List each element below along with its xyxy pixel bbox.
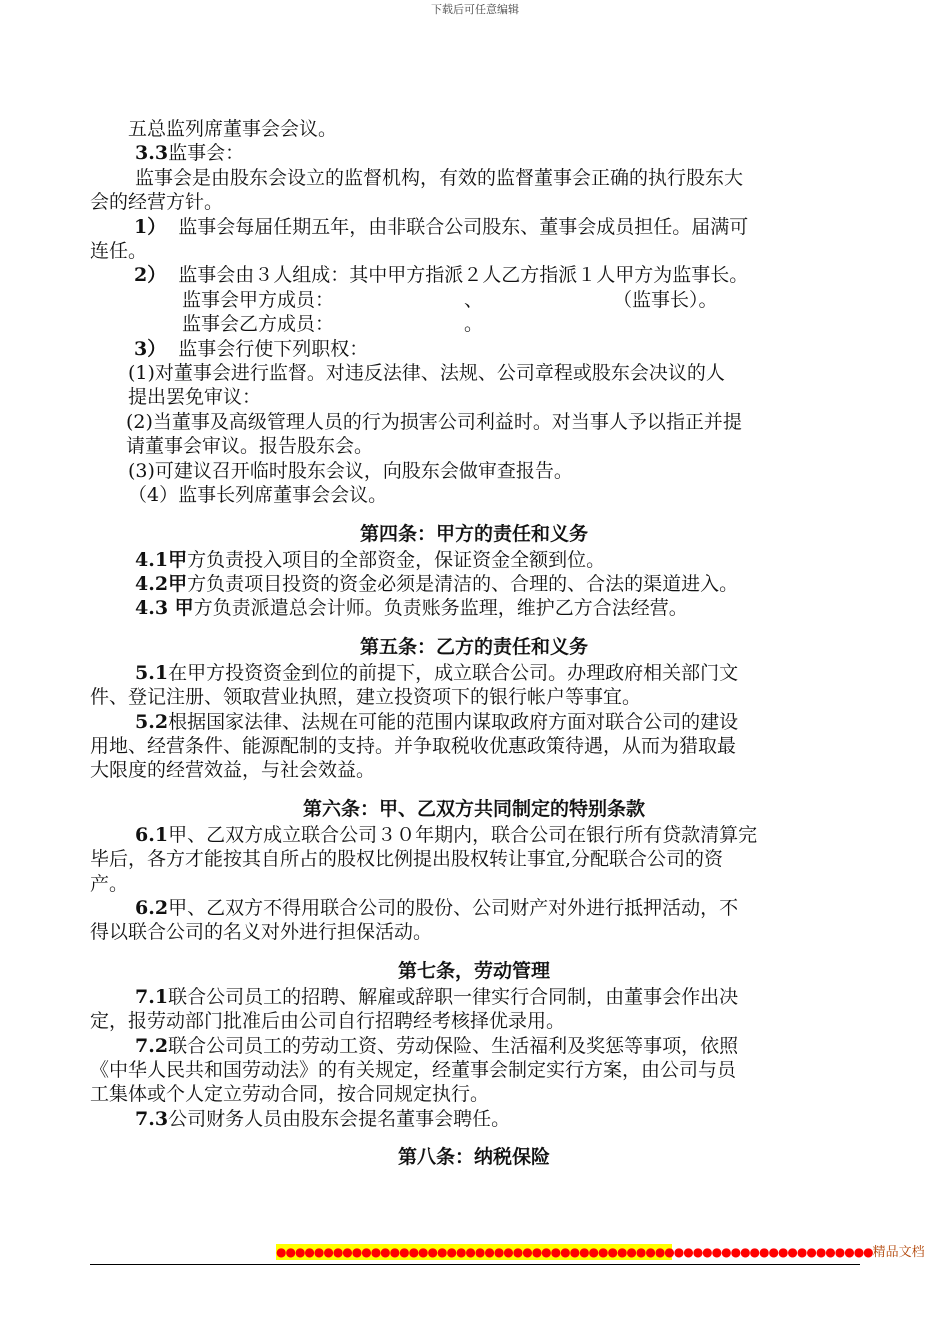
- list-item: （4）监事长列席董事会会议。: [128, 484, 388, 507]
- list-item: 1） 监事会每届任期五年，由非联合公司股东、董事会成员担任。届满可: [134, 215, 749, 238]
- footer-divider: [90, 1264, 860, 1265]
- paragraph: 产。: [90, 872, 129, 895]
- clause: 6.1甲、乙双方成立联合公司３０年期内，联合公司在银行所有贷款清算完: [135, 823, 758, 846]
- list-item: (1)对董事会进行监督。对违反法律、法规、公司章程或股东会决议的人: [128, 362, 725, 385]
- clause: 4.1甲方负责投入项目的全部资金，保证资金全额到位。: [135, 548, 606, 571]
- section-title: 第四条：甲方的责任和义务: [359, 522, 588, 545]
- section-title: 第七条，劳动管理: [397, 959, 550, 982]
- paragraph: 毕后，各方才能按其自所占的股权比例提出股权转让事宜,分配联合公司的资: [90, 848, 724, 871]
- paragraph: 五总监列席董事会会议。: [128, 118, 338, 140]
- paragraph: 会的经营方针。: [90, 191, 224, 214]
- paragraph: 件、登记注册、领取营业执照，建立投资项下的银行帐户等事宜。: [90, 686, 642, 709]
- footer-banner: [276, 1244, 925, 1260]
- footer-label: 精品文档: [872, 1245, 925, 1260]
- list-item: 2） 监事会由３人组成：其中甲方指派２人乙方指派１人甲方为监事长。: [134, 264, 749, 287]
- clause: 6.2甲、乙双方不得用联合公司的股份、公司财产对外进行抵押活动，不: [135, 896, 739, 919]
- list-item: (2)当董事及高级管理人员的行为损害公司利益时。对当事人予以指正并提: [126, 410, 742, 433]
- clause: 7.2联合公司员工的劳动工资、劳动保险、生活福利及奖惩等事项，依照: [135, 1034, 739, 1057]
- paragraph: 监事会是由股东会设立的监督机构，有效的监督董事会正确的执行股东大: [135, 166, 744, 189]
- section-title: 第六条：甲、乙双方共同制定的特别条款: [302, 797, 645, 820]
- clause: 7.1联合公司员工的招聘、解雇或辞职一律实行合同制，由董事会作出决: [135, 985, 739, 1008]
- paragraph: 《中华人民共和国劳动法》的有关规定，经董事会制定实行方案，由公司与员: [90, 1059, 737, 1081]
- paragraph: 监事会乙方成员： 。: [182, 313, 484, 336]
- paragraph: 请董事会审议。报告股东会。: [126, 435, 374, 458]
- clause: 5.2根据国家法律、法规在可能的范围内谋取政府方面对联合公司的建设: [135, 710, 739, 733]
- paragraph: 得以联合公司的名义对外进行担保活动。: [90, 921, 433, 944]
- section-heading-3-3: 3.3监事会：: [135, 142, 245, 165]
- paragraph: 用地、经营条件、能源配制的支持。并争取税收优惠政策待遇，从而为猎取最: [90, 734, 737, 757]
- list-item: 3） 监事会行使下列职权：: [134, 337, 369, 360]
- paragraph: 定，报劳动部门批准后由公司自行招聘经考核择优录用。: [90, 1010, 566, 1033]
- footer-dots: ●●●●●●●●●●●●●●●●●●●●●●●●●●●●●●●●●●●●●●●●●●●●●●●●●●●●●●●●●●●●●●●: [276, 1245, 873, 1259]
- list-item: (3)可建议召开临时股东会议，向股东会做审查报告。: [128, 459, 573, 482]
- clause: 5.1在甲方投资资金到位的前提下，成立联合公司。办理政府相关部门文: [135, 661, 739, 684]
- paragraph: 大限度的经营效益，与社会效益。: [90, 759, 376, 782]
- paragraph: 提出罢免审议：: [128, 386, 262, 409]
- section-title: 第八条：纳税保险: [397, 1146, 550, 1169]
- document-page: [90, 117, 858, 1171]
- paragraph: 监事会甲方成员： 、 （监事长）。: [182, 288, 718, 311]
- section-title: 第五条：乙方的责任和义务: [359, 635, 588, 658]
- header-note: 下载后可任意编辑: [431, 3, 519, 16]
- clause: 4.2甲方负责项目投资的资金必须是清洁的、合理的、合法的渠道进入。: [135, 572, 739, 595]
- paragraph: 连任。: [90, 240, 148, 263]
- paragraph: 工集体或个人定立劳动合同，按合同规定执行。: [90, 1083, 490, 1106]
- clause: 4.3 甲方负责派遣总会计师。负责账务监理，维护乙方合法经营。: [135, 597, 688, 620]
- clause: 7.3公司财务人员由股东会提名董事会聘任。: [135, 1107, 511, 1130]
